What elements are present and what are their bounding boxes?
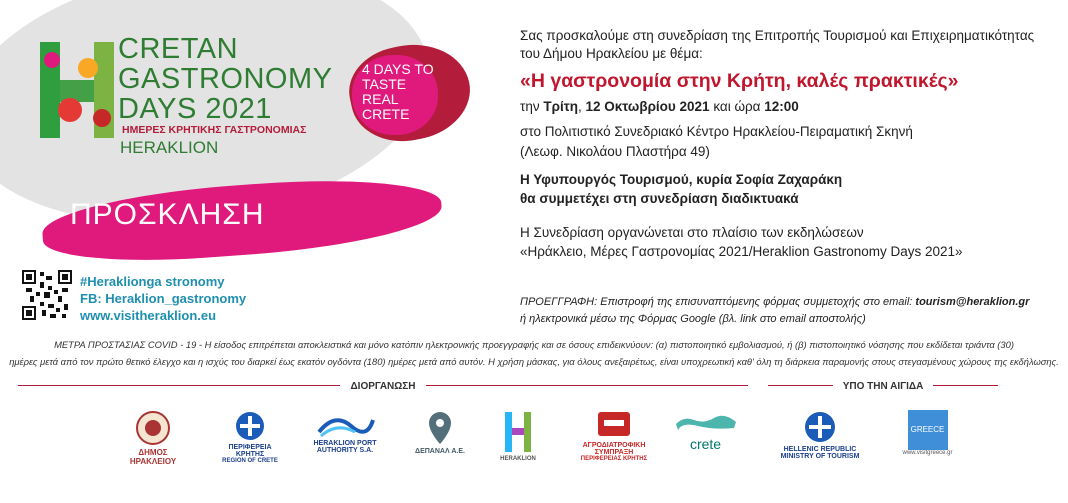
- registration-line-1: [520, 296, 1029, 308]
- intro-line-1: Σας προσκαλούμε στη συνεδρίαση της Επιτροπής Τουρισμού και Επιχειρηματικότητας: [520, 28, 1035, 43]
- auspices-header-wrap: [768, 381, 998, 392]
- port-name-1: HERAKLION PORT: [313, 440, 377, 447]
- heraklion-h-logo[interactable]: [488, 410, 548, 462]
- event-date: [520, 99, 799, 114]
- visit-greece-logo[interactable]: [890, 410, 965, 456]
- port-authority-logo[interactable]: [305, 410, 385, 454]
- website-link[interactable]: www.visitheraklion.eu: [80, 308, 217, 323]
- agro-badge-icon: [594, 410, 634, 440]
- registration-line-2: ή ηλεκτρονικά μέσω της Φόρμας Google (βλ. link στο email αποστολής): [520, 313, 866, 325]
- depanal-logo[interactable]: [405, 410, 475, 455]
- covid-notice-line-2: ημέρες μετά από τον πρώτο θετικό έλεγχο και η ισχύς του διαρκεί έως εκατόν ογδόντα (180) ημέρες μετά από αυτόν. Η χρήση μάσκας, για όλους ανεξαιρέτως, είναι υποχρεωτική καθ' όλη τη διάρκεια παραμονής στους στεγασμένους χώρους της εκδήλωσης.: [9, 356, 1059, 367]
- date-separator: ,: [577, 99, 586, 114]
- greece-label: GREECE: [908, 410, 948, 450]
- address: (Λεωφ. Νικολάου Πλαστήρα 49): [520, 144, 710, 159]
- ministry-emblem-icon: [803, 410, 837, 444]
- greece-url: www.visitgreece.gr: [902, 450, 953, 456]
- dimos-heraklion-logo[interactable]: [118, 410, 188, 466]
- brand-line-2: GASTRONOMY: [118, 63, 333, 95]
- gastronomy-h-logo-icon: [38, 40, 118, 140]
- venue: στο Πολιτιστικό Συνεδριακό Κέντρο Ηρακλείου-Πειραματική Σκηνή: [520, 124, 913, 139]
- auspices-label: ΥΠΟ ΤΗΝ ΑΙΓΙΔΑ: [833, 381, 934, 392]
- organizers-label: ΔΙΟΡΓΑΝΩΣΗ: [340, 381, 425, 392]
- ministry-name-2: MINISTRY OF TOURISM: [780, 453, 860, 460]
- region-crete-logo[interactable]: [205, 410, 295, 464]
- date-prefix: την: [520, 99, 544, 114]
- invitation-label: ΠΡΟΣΚΛΗΣΗ: [70, 198, 265, 231]
- port-name-2: AUTHORITY S.A.: [316, 447, 374, 454]
- agro-name-2: ΣΥΜΠΡΑΞΗ: [594, 449, 634, 456]
- agro-name-1: ΑΓΡΟΔΙΑΤΡΟΦΙΚΗ: [582, 442, 646, 449]
- intro-line-2: του Δήμου Ηρακλείου με θέμα:: [520, 46, 703, 61]
- dimos-name: ΔΗΜΟΣ ΗΡΑΚΛΕΙΟΥ: [129, 448, 177, 466]
- region-name-2: ΚΡΗΤΗΣ: [235, 451, 265, 458]
- date-time: 12:00: [764, 99, 799, 114]
- badge-text: 4 DAYS TO TASTE REAL CRETE: [362, 61, 434, 122]
- port-wave-icon: [315, 410, 375, 438]
- location-pin-icon: [427, 410, 453, 446]
- heraklion-name: HERAKLION: [500, 456, 536, 462]
- heraklion-h-icon: [503, 410, 533, 454]
- date-date: 12 Οκτωβρίου 2021: [585, 99, 710, 114]
- brand-line-3: DAYS 2021: [118, 93, 272, 125]
- hashtag-link[interactable]: #Heraklionga stronomy: [80, 274, 225, 289]
- context-line-1: Η Συνεδρίαση οργανώνεται στο πλαίσιο των εκδηλώσεων: [520, 225, 864, 240]
- brand-city: HERAKLION: [120, 138, 219, 157]
- ministry-name-1: HELLENIC REPUBLIC: [783, 446, 857, 453]
- date-middle: και ώρα: [709, 99, 765, 114]
- brand-line-1: CRETAN: [118, 33, 239, 65]
- registration-text: ΠΡΟΕΓΓΡΑΦΗ: Επιστροφή της επισυναπτόμενης φόρμας συμμετοχής στο email:: [520, 296, 916, 308]
- crete-name: crete: [689, 436, 722, 452]
- agro-logo[interactable]: [568, 410, 660, 462]
- organizers-header-wrap: [18, 381, 748, 392]
- minister-line-2: θα συμμετέχει στη συνεδρίαση διαδικτυακά: [520, 191, 799, 206]
- brand-greek-subtitle: ΗΜΕΡΕΣ ΚΡΗΤΙΚΗΣ ΓΑΣΤΡΟΝΟΜΙΑΣ: [122, 124, 307, 136]
- crete-island-icon: [674, 410, 738, 434]
- region-name-1: ΠΕΡΙΦΕΡΕΙΑ: [228, 444, 272, 451]
- qr-code-icon[interactable]: [22, 270, 72, 320]
- crete-logo[interactable]: [668, 410, 743, 452]
- event-title: «Η γαστρονομία στην Κρήτη, καλές πρακτικές»: [520, 70, 959, 92]
- registration-email[interactable]: tourism@heraklion.gr: [915, 296, 1030, 308]
- minister-line-1: Η Υφυπουργός Τουρισμού, κυρία Σοφία Ζαχαράκη: [520, 172, 843, 187]
- context-line-2: «Ηράκλειο, Μέρες Γαστρονομίας 2021/Heraklion Gastronomy Days 2021»: [520, 244, 963, 259]
- date-day: Τρίτη: [543, 99, 578, 114]
- region-name-3: REGION OF CRETE: [222, 458, 278, 464]
- ministry-logo[interactable]: [765, 410, 875, 460]
- covid-notice-line-1: ΜΕΤΡΑ ΠΡΟΣΤΑΣΙΑΣ COVID - 19 - Η είσοδος επιτρέπεται αποκλειστικά και μόνο κατόπιν ηλεκτρονικής προεγγραφής και σε όσους επιδεικνύουν: (α) πιστοποιητικό εμβολιασμού, ή (β) πιστοποιητικό νόσησης που εκδίδεται τριάντα (30): [54, 339, 1014, 350]
- greek-emblem-icon: [234, 410, 266, 442]
- facebook-link[interactable]: FB: Heraklion_gastronomy: [80, 291, 247, 306]
- agro-name-3: ΠΕΡΙΦΕΡΕΙΑΣ ΚΡΗΤΗΣ: [580, 456, 648, 462]
- depanal-name: ΔΕΠΑΝΑΛ Α.Ε.: [415, 448, 465, 455]
- municipality-seal-icon: [135, 410, 171, 446]
